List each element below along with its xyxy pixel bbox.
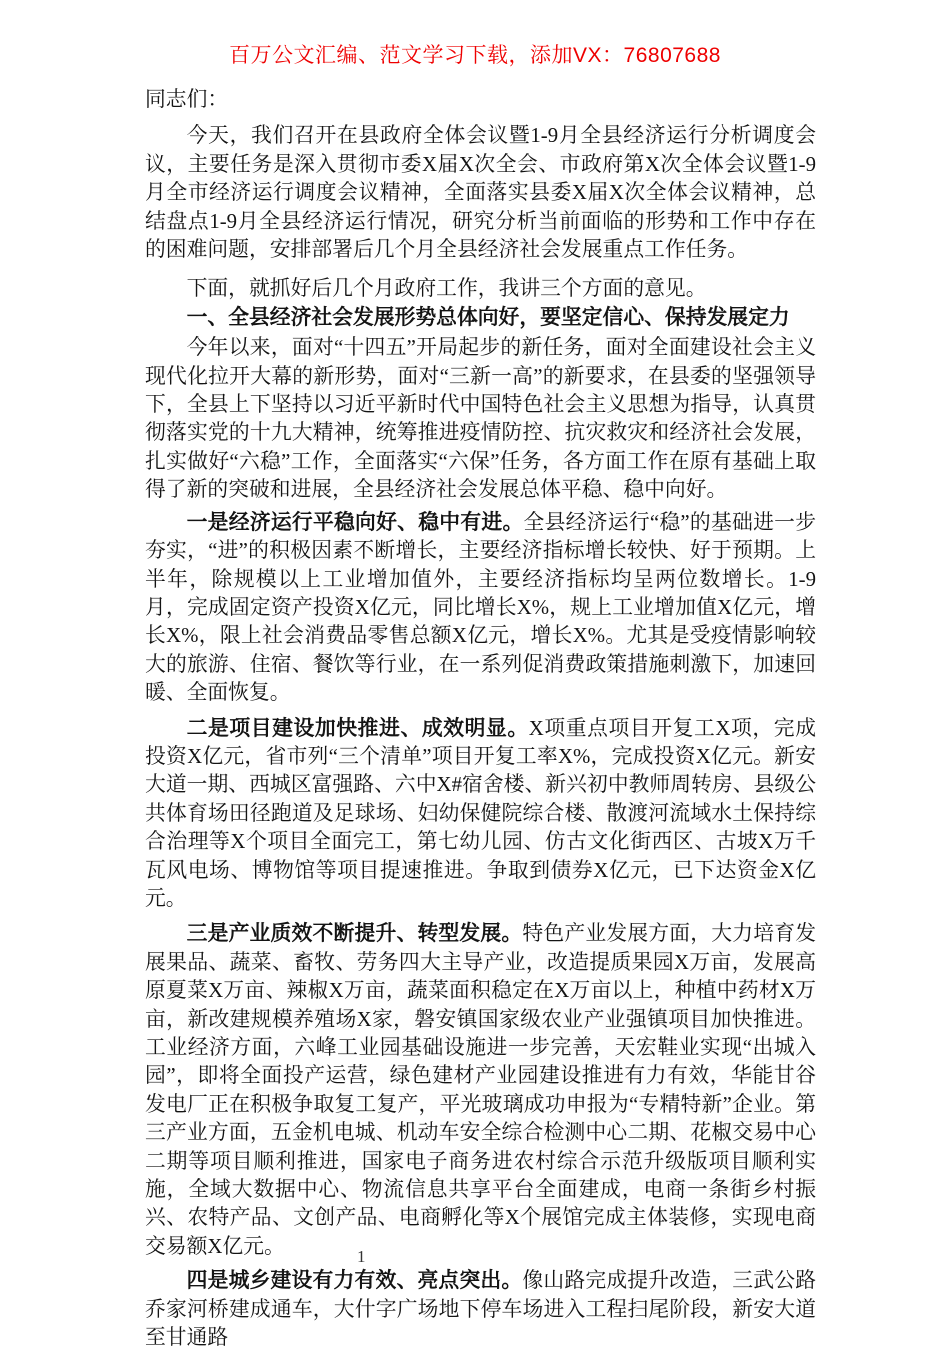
salutation: 同志们： — [145, 88, 229, 111]
point-paragraph-2 — [145, 715, 816, 914]
point-body-1: 全县经济运行“稳”的基础进一步夯实，“进”的积极因素不断增长，主要经济指标增长较快、好于预期。上半年，除规模以上工业增加值外，主要经济指标均呈两位数增长。1-9月，完成固定资产投资X亿元，同比增长X%，规上工业增加值X亿元，增长X%，限上社会消费品零售总额X亿元，增长X%。尤其是受疫情影响较大的旅游、住宿、餐饮等行业，在一系列促消费政策措施刺激下，加速回暖、全面恢复。 — [145, 510, 817, 705]
intro-paragraph: 今天，我们召开在县政府全体会议暨1-9月全县经济运行分析调度会议，主要任务是深入贯彻市委X届X次全会、市政府第X次全体会议暨1-9月全市经济运行调度会议精神，全面落实县委X届X次全体会议精神，总结盘点1-9月全县经济运行情况，研究分析当前面临的形势和工作中存在的困难问题，安排部署后几个月全县经济社会发展重点工作任务。 — [145, 124, 816, 262]
point-body-4: 像山路完成提升改造，三武公路乔家河桥建成通车，大什字广场地下停车场进入工程扫尾阶段，新安大道至甘通路 — [145, 1269, 817, 1350]
point-paragraph-1 — [145, 509, 816, 708]
point-paragraph-3 — [145, 920, 816, 1261]
point-lead-4: 四是城乡建设有力有效、亮点突出。 — [186, 1269, 523, 1293]
point-lead-3: 三是产业质效不断提升、转型发展。 — [186, 922, 523, 946]
document-body — [145, 86, 816, 1352]
point-paragraph-4 — [145, 1267, 816, 1352]
section-one-heading: 一、全县经济社会发展形势总体向好，要坚定信心、保持发展定力 — [186, 305, 790, 329]
point-body-3: 特色产业发展方面，大力培育发展果品、蔬菜、畜牧、劳务四大主导产业，改造提质果园X万亩，发展高原夏菜X万亩、辣椒X万亩，蔬菜面积稳定在X万亩以上，种植中药材X万亩，新改建规模养殖场X家，磐安镇国家级农业产业强镇项目加快推进。工业经济方面，六峰工业园基础设施进一步完善，天宏鞋业实现“出城入园”，即将全面投产运营，绿色建材产业园建设推进有力有效，华能甘谷发电厂正在积极争取复工复产，平光玻璃成功申报为“专精特新”企业。第三产业方面，五金机电城、机动车安全综合检测中心二期、花椒交易中心二期等项目顺利推进，国家电子商务进农村综合示范升级版项目顺利实施，全域大数据中心、物流信息共享平台全面建成，电商一条街乡村振兴、农特产品、文创产品、电商孵化等X个展馆完成主体装修，实现电商交易额X亿元。 — [145, 922, 817, 1258]
overview-paragraph: 今年以来，面对“十四五”开局起步的新任务，面对全面建设社会主义现代化拉开大幕的新形势，面对“三新一高”的新要求，在县委的坚强领导下，全县上下坚持以习近平新时代中国特色社会主义思想为指导，认真贯彻落实党的十九大精神，统筹推进疫情防控、抗灾救灾和经济社会发展，扎实做好“六稳”工作，全面落实“六保”任务，各方面工作在原有基础上取得了新的突破和进展，全县经济社会发展总体平稳、稳中向好。 — [145, 336, 816, 502]
page-number: 1 — [357, 1247, 366, 1266]
transition-paragraph: 下面，就抓好后几个月政府工作，我讲三个方面的意见。 — [186, 277, 707, 301]
point-lead-1: 一是经济运行平稳向好、稳中有进。 — [186, 510, 524, 534]
point-lead-2: 二是项目建设加快推进、成效明显。 — [186, 716, 529, 740]
promo-banner: 百万公文汇编、范文学习下载，添加VX：76807688 — [229, 44, 721, 67]
point-body-2: X项重点项目开复工X项，完成投资X亿元，省市列“三个清单”项目开复工率X%，完成投资X亿元。新安大道一期、西城区富强路、六中X#宿舍楼、新兴初中教师周转房、县级公共体育场田径跑道及足球场、妇幼保健院综合楼、散渡河流域水土保持综合治理等X个项目全面完工，第七幼儿园、仿古文化街西区、古坡X万千瓦风电场、博物馆等项目提速推进。争取到债券X亿元，已下达资金X亿元。 — [145, 716, 816, 910]
